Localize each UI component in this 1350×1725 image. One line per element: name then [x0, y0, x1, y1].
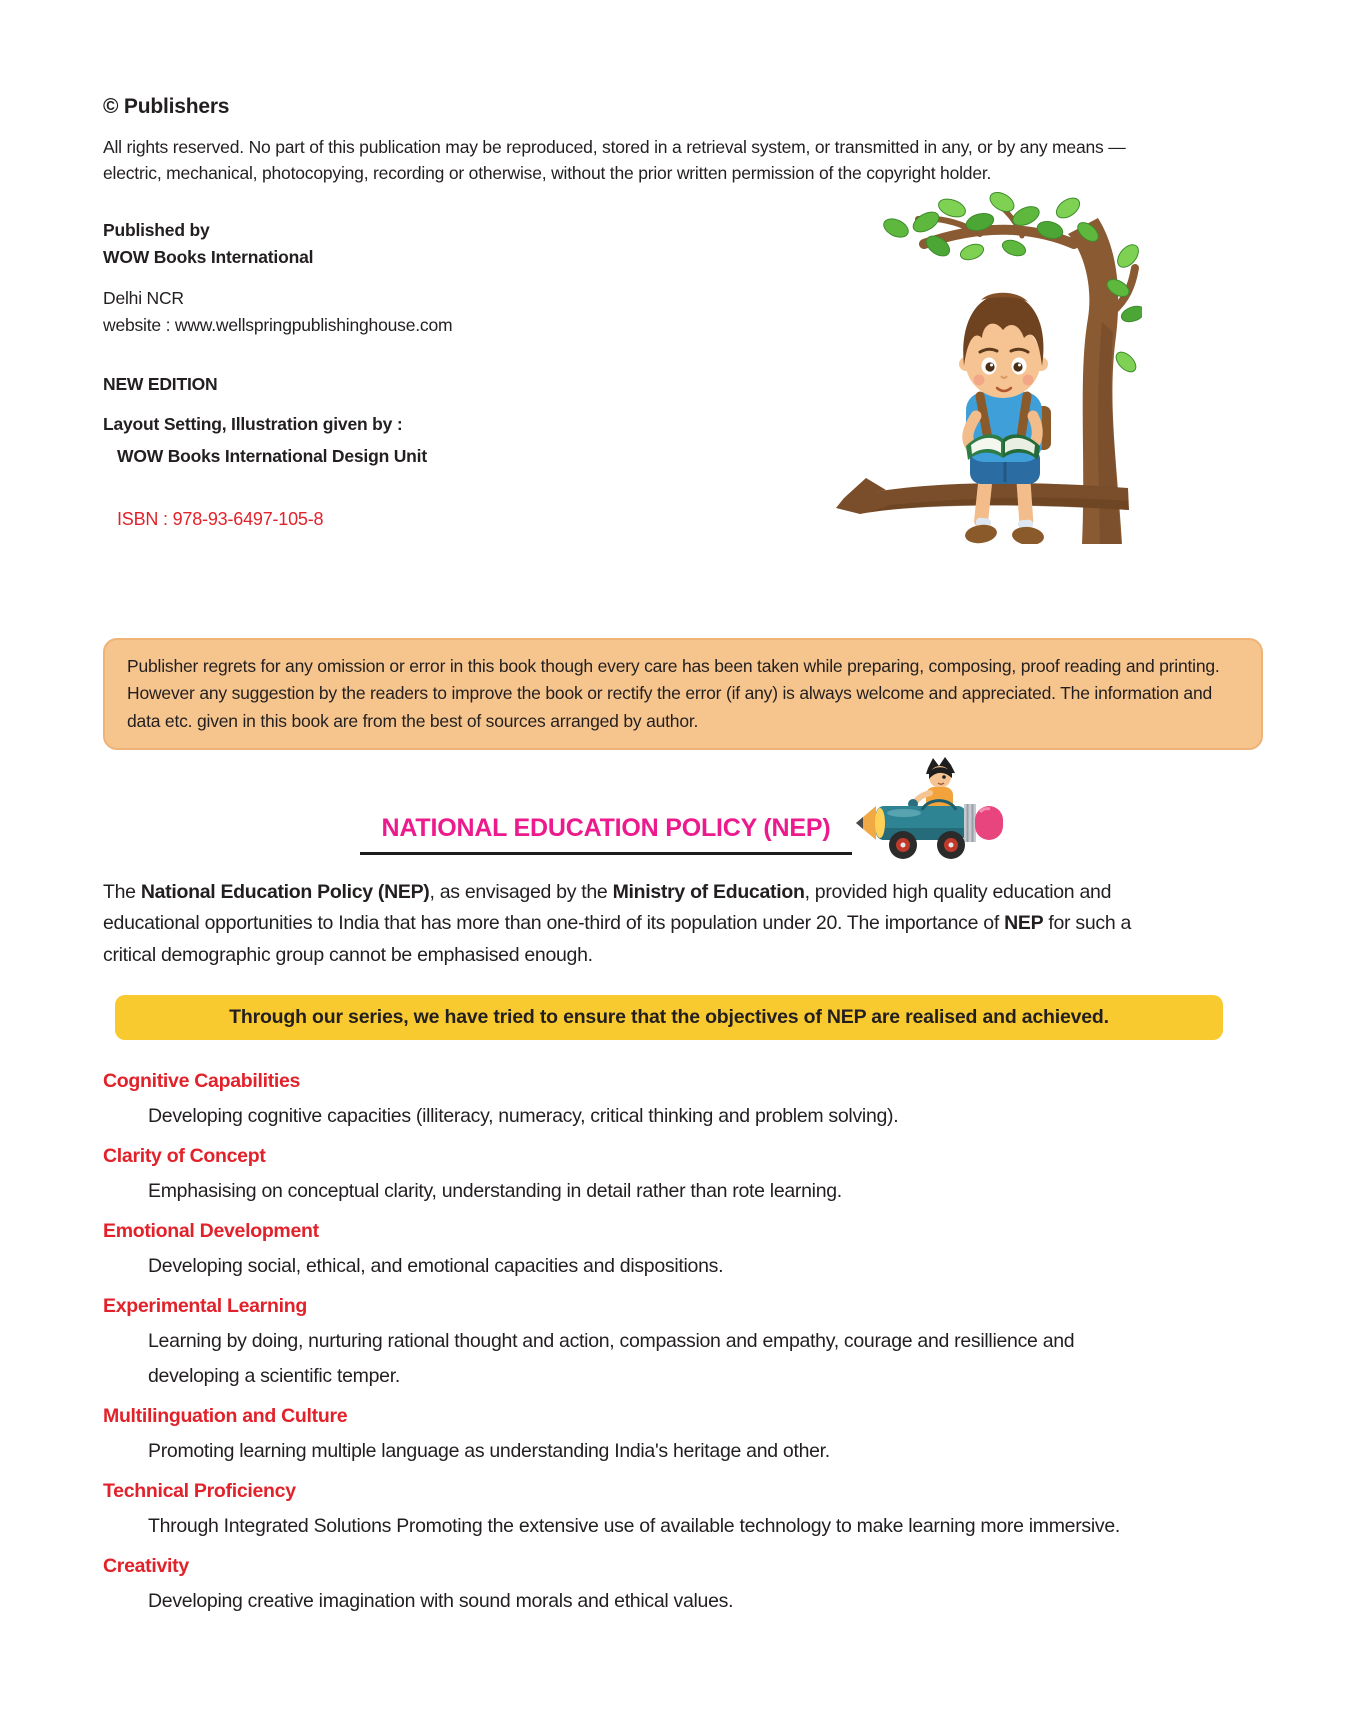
published-by-label: Published by	[103, 219, 210, 240]
copyright-title: © Publishers	[103, 95, 230, 118]
item-title: Creativity	[103, 1555, 189, 1578]
nep-objectives-banner	[115, 995, 1223, 1040]
item-body: Through Integrated Solutions Promoting the extensive use of available technology to make learning more immersive.	[148, 1515, 1120, 1538]
list-item	[103, 1399, 1263, 1469]
disclaimer-text: Publisher regrets for any omission or error in this book though every care has been taken while preparing, composing, proof reading and printing. However any suggestion by the readers to improve the book or rectify the error (if any) is always welcome and appreciated. The information and data etc. given in this book are from the best of sources arranged by author.	[127, 656, 1220, 731]
publisher-name: WOW Books International	[103, 246, 314, 267]
item-title: Experimental Learning	[103, 1295, 307, 1318]
intro-text: The	[103, 880, 141, 903]
isbn-line: ISBN : 978-93-6497-105-8	[117, 509, 324, 530]
item-body: Developing social, ethical, and emotional capacities and dispositions.	[148, 1255, 724, 1278]
rights-reserved-text: All rights reserved. No part of this publication may be reproduced, stored in a retrieval system, or transmitted in any, or by any means — electric, mechanical, photocopying, recording or otherwise, without the prior written permission of the copyright holder.	[103, 137, 1126, 184]
item-title: Cognitive Capabilities	[103, 1070, 301, 1093]
nep-heading-row	[103, 756, 1263, 855]
publisher-city: Delhi NCR	[103, 287, 184, 308]
layout-credit-name: WOW Books International Design Unit	[117, 446, 427, 467]
boy-on-tree-illustration	[830, 192, 1142, 544]
item-body: Developing cognitive capacities (illiteracy, numeracy, critical thinking and problem solving).	[148, 1105, 899, 1128]
nep-objectives-list	[103, 1064, 1263, 1619]
list-item	[103, 1289, 1263, 1394]
intro-bold: NEP	[1004, 912, 1044, 935]
list-item	[103, 1139, 1263, 1209]
edition-label: NEW EDITION	[103, 374, 218, 394]
banner-text: Through our series, we have tried to ensure that the objectives of NEP are realised and achieved.	[229, 1006, 1109, 1029]
layout-credit-label: Layout Setting, Illustration given by :	[103, 414, 403, 435]
list-item	[103, 1549, 1263, 1619]
publisher-website: website : www.wellspringpublishinghouse.com	[103, 314, 453, 335]
nep-intro-paragraph	[103, 877, 1159, 972]
item-body: Emphasising on conceptual clarity, understanding in detail rather than rote learning.	[148, 1180, 842, 1203]
item-title: Multilinguation and Culture	[103, 1405, 348, 1428]
item-title: Emotional Development	[103, 1220, 319, 1243]
intro-text: , as envisaged by the	[429, 880, 613, 903]
intro-text: for such a critical demographic group cannot be emphasised enough.	[103, 912, 1132, 966]
item-title: Technical Proficiency	[103, 1480, 296, 1503]
list-item	[103, 1474, 1263, 1544]
nep-heading: NATIONAL EDUCATION POLICY (NEP)	[360, 814, 853, 855]
item-body: Promoting learning multiple language as understanding India's heritage and other.	[148, 1440, 830, 1463]
list-item	[103, 1214, 1263, 1284]
item-body: Developing creative imagination with sound morals and ethical values.	[148, 1590, 734, 1613]
item-body: Learning by doing, nurturing rational thought and action, compassion and empathy, courage and resillience and developing a scientific temper.	[148, 1330, 1075, 1388]
pencil-car-illustration-icon	[856, 756, 1006, 869]
intro-text: , provided high quality education and educational opportunities to India that has more than one-third of its population under 20. The importance of	[103, 880, 1112, 935]
list-item	[103, 1064, 1263, 1134]
item-title: Clarity of Concept	[103, 1145, 266, 1168]
intro-bold: Ministry of Education	[612, 880, 805, 903]
intro-bold: National Education Policy (NEP)	[140, 880, 430, 903]
publisher-disclaimer-box	[103, 638, 1263, 749]
